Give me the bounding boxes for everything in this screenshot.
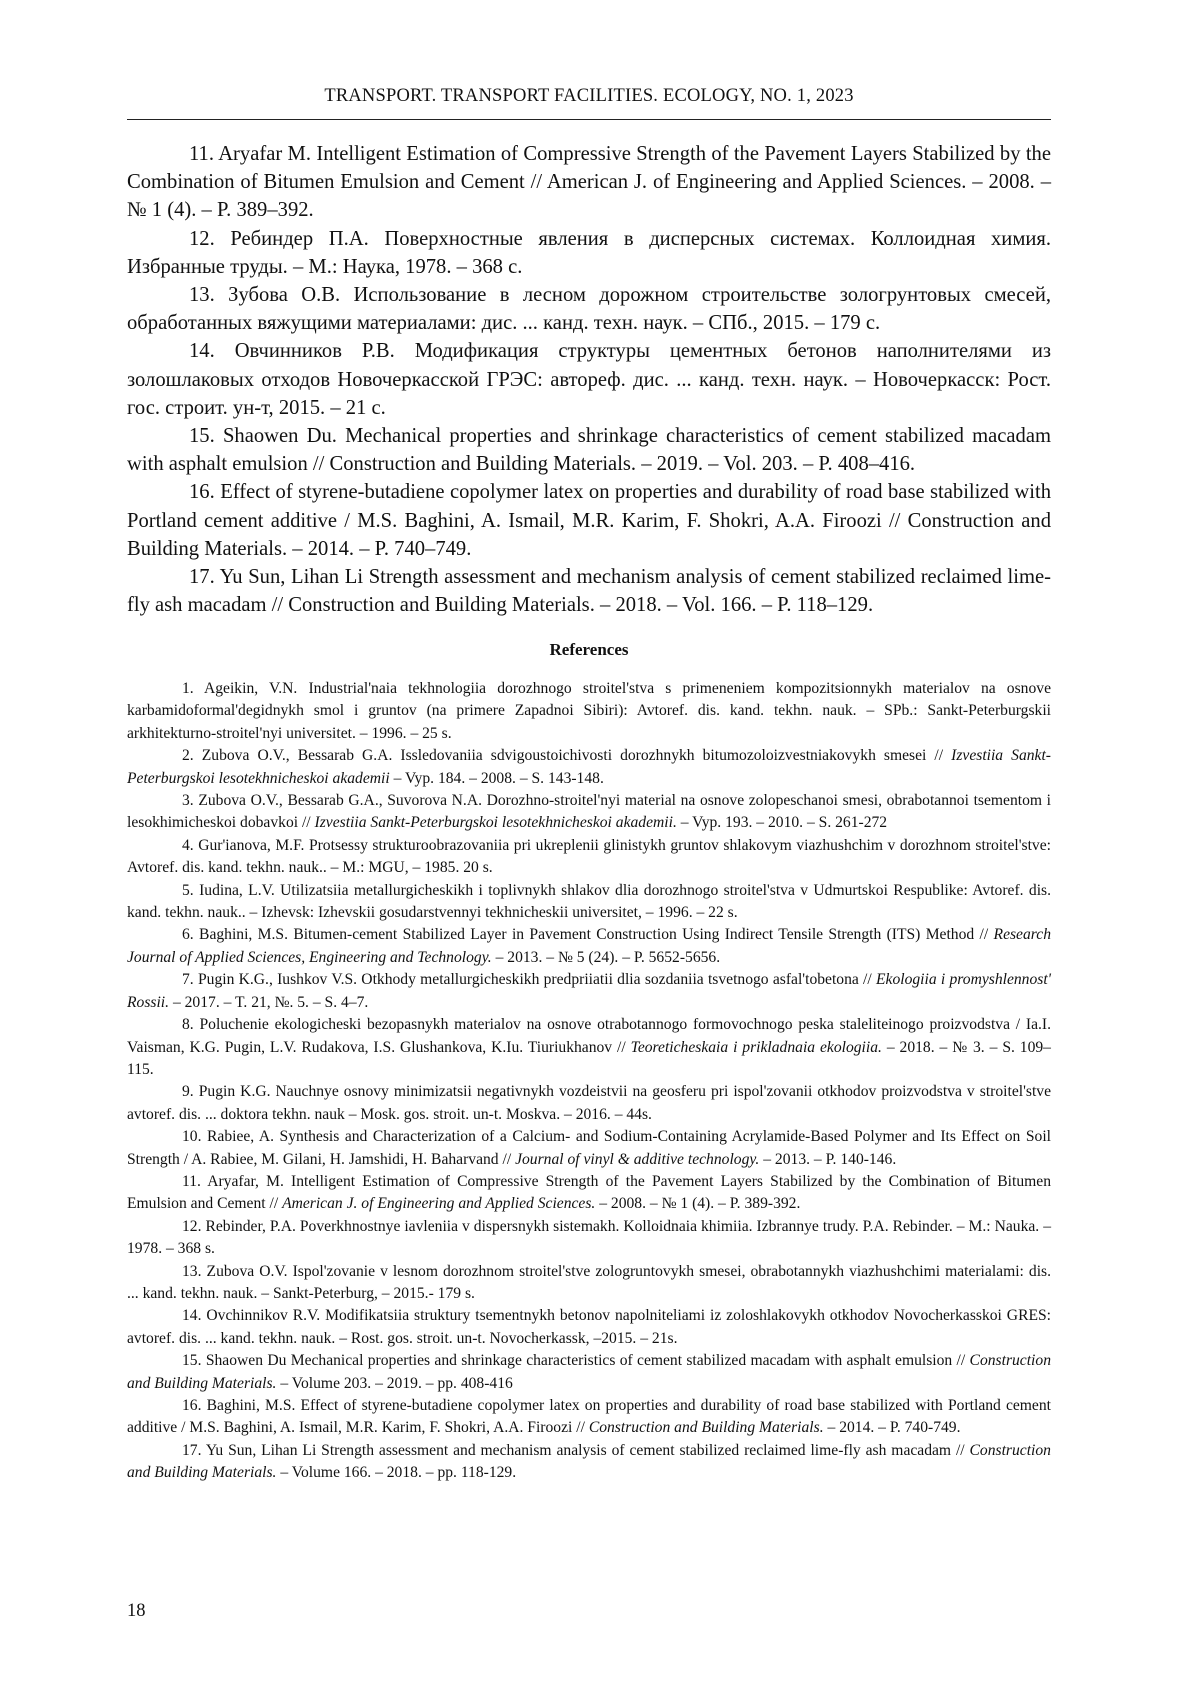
running-header: TRANSPORT. TRANSPORT FACILITIES. ECOLOGY, NO. 1, 2023 (127, 86, 1051, 107)
ref-number: 17. (182, 1442, 202, 1459)
ref-number: 9. (182, 1083, 194, 1100)
header-rule (127, 119, 1051, 120)
reference-entry (127, 1216, 1051, 1261)
ref-number: 2. (182, 747, 194, 764)
bibliography-entry (127, 563, 1051, 619)
reference-entry (127, 1305, 1051, 1350)
ref-number: 13. (182, 1263, 202, 1280)
entry-number: 17. (189, 566, 215, 588)
page-number: 18 (127, 1601, 146, 1622)
ref-text: Zubova O.V., Bessarab G.A. Issledovaniia sdvigoustoichivosti dorozhnykh bitumozoloizvestniakovykh smesei // (202, 747, 943, 764)
ref-journal: Research Journal of Applied Sciences, Engineering and Technology. (127, 926, 1051, 965)
ref-text: Ovchinnikov R.V. Modifikatsiia struktury tsementnykh betonov napolniteliami iz zoloshlakovykh otkhodov Novocherkasskoi GRES: avtoref. dis. ... kand. tekhn. nauk. – Rost. gos. stroit. un-t. Novocherkassk, –2015. – 21s. (127, 1307, 1051, 1346)
entry-number: 14. (189, 340, 215, 362)
ref-text: Pugin K.G. Nauchnye osnovy minimizatsii negativnykh vozdeistvii na geosferu pri ispol'zovanii otkhodov proizvodstva v stroitel'stve avtoref. dis. ... doktora tekhn. nauk – Mosk. gos. stroit. un-t. Moskva. – 2016. – 44s. (127, 1083, 1051, 1122)
ref-number: 11. (182, 1173, 201, 1190)
ref-details: – Volume 166. – 2018. – pp. 118-129. (280, 1464, 516, 1481)
ref-number: 15. (182, 1352, 202, 1369)
entry-number: 11. (189, 143, 214, 165)
ref-text: Yu Sun, Lihan Li Strength assessment and mechanism analysis of cement stabilized reclaimed lime-fly ash macadam // (206, 1442, 965, 1459)
ref-number: 5. (182, 882, 194, 899)
bibliography-entry (127, 478, 1051, 563)
ref-details: – Vyp. 193. – 2010. – S. 261-272 (681, 814, 887, 831)
bibliography-entry (127, 422, 1051, 478)
reference-entry (127, 969, 1051, 1014)
ref-text: Pugin K.G., Iushkov V.S. Otkhody metallurgicheskikh predpriiatii dlia sozdaniia tsvetnogo asfal'tobetona // (198, 971, 872, 988)
entry-number: 16. (189, 481, 215, 503)
ref-text: Baghini, M.S. Bitumen-cement Stabilized Layer in Pavement Construction Using Indirect Tensile Strength (ITS) Method // (199, 926, 988, 943)
reference-entry (127, 924, 1051, 969)
reference-entry (127, 1261, 1051, 1306)
bibliography-entry (127, 281, 1051, 337)
ref-journal: Izvestiia Sankt-Peterburgskoi lesotekhnicheskoi akademii (127, 747, 1051, 786)
ref-details: – 2013. – № 5 (24). – P. 5652-5656. (496, 949, 721, 966)
entry-text: Aryafar M. Intelligent Estimation of Compressive Strength of the Pavement Layers Stabilized by the Combination of Bitumen Emulsion and Cement // American J. of Engineering and Applied Sciences. – 2008. – № 1 (4). – P. 389–392. (127, 143, 1051, 221)
reference-entry (127, 1350, 1051, 1395)
ref-details: – Vyp. 184. – 2008. – S. 143-148. (394, 770, 604, 787)
ref-text: Gur'ianova, M.F. Protsessy strukturoobrazovaniia pri ukreplenii glinistykh gruntov shlakovym viazhushchim v dorozhnom stroitel'stve: Avtoref. dis. kand. tekhn. nauk.. – M.: MGU, – 1985. 20 s. (127, 837, 1051, 876)
ref-number: 16. (182, 1397, 202, 1414)
entry-text: Yu Sun, Lihan Li Strength assessment and mechanism analysis of cement stabilized reclaimed lime-fly ash macadam // Construction and Building Materials. – 2018. – Vol. 166. – P. 118–129. (127, 566, 1051, 616)
ref-number: 4. (182, 837, 194, 854)
ref-number: 7. (182, 971, 194, 988)
ref-text: Iudina, L.V. Utilizatsiia metallurgicheskikh i toplivnykh shlakov dlia dorozhnogo stroitel'stva v Udmurtskoi Respublike: Avtoref. dis. kand. tekhn. nauk.. – Izhevsk: Izhevskii gosudarstvennyi tekhnicheskii universitet, – 1996. – 22 s. (127, 882, 1051, 921)
ref-details: – 2018. – № 3. – S. 109–115. (127, 1039, 1051, 1078)
ref-journal: Izvestiia Sankt-Peterburgskoi lesotekhnicheskoi akademii. (315, 814, 677, 831)
entry-number: 12. (189, 228, 215, 250)
entry-text: Овчинников Р.В. Модификация структуры цементных бетонов наполнителями из золошлаковых отходов Новочеркасской ГРЭС: автореф. дис. ... канд. техн. наук. – Новочеркасск: Рост. гос. строит. ун-т, 2015. – 21 с. (127, 340, 1051, 418)
ref-journal: Construction and Building Materials. (127, 1442, 1051, 1481)
reference-entry (127, 790, 1051, 835)
ref-text: Shaowen Du Mechanical properties and shrinkage characteristics of cement stabilized macadam with asphalt emulsion // (206, 1352, 965, 1369)
ref-details: – 2008. – № 1 (4). – P. 389-392. (599, 1195, 800, 1212)
reference-entry (127, 835, 1051, 880)
ref-number: 10. (182, 1128, 202, 1145)
reference-entry (127, 1014, 1051, 1081)
ref-text: Poluchenie ekologicheski bezopasnykh materialov na osnove otrabotannogo formovochnogo peska staleliteinogo proizvodstva / Ia.I. Vaisman, K.G. Pugin, L.V. Rudakova, I.S. Glushankova, K.Iu. Tiuriukhanov // (127, 1016, 1051, 1055)
reference-entry (127, 1440, 1051, 1485)
ref-number: 6. (182, 926, 194, 943)
bibliography-entry (127, 337, 1051, 422)
ref-details: – 2013. – P. 140-146. (763, 1151, 896, 1168)
ref-text: Ageikin, V.N. Industrial'naia tekhnologiia dorozhnogo stroitel'stva s primeneniem kompozitsionnykh materialov na osnove karbamidoformal'degidnykh smol i gruntov (na primere Zapadnoi Sibiri): Avtoref. dis. kand. tekhn. nauk. – SPb.: Sankt-Peterburgskii arkhitekturno-stroitel'nyi universitet. – 1996. – 25 s. (127, 680, 1051, 742)
ref-number: 1. (182, 680, 194, 697)
bibliography-entry (127, 140, 1051, 225)
entry-text: Зубова О.В. Использование в лесном дорожном строительстве зологрунтовых смесей, обработанных вяжущими материалами: дис. ... канд. техн. наук. – СПб., 2015. – 179 с. (127, 284, 1051, 334)
entry-number: 13. (189, 284, 215, 306)
ref-journal: Ekologiia i promyshlennost' Rossii. (127, 971, 1051, 1010)
reference-entry (127, 880, 1051, 925)
ref-journal: Construction and Building Materials. (589, 1419, 824, 1436)
ref-text: Rabiee, A. Synthesis and Characterization of a Calcium- and Sodium-Containing Acrylamide-Based Polymer and Its Effect on Soil Strength / A. Rabiee, M. Gilani, H. Jamshidi, H. Baharvand // (127, 1128, 1051, 1167)
references-list (127, 678, 1051, 1485)
entry-number: 15. (189, 425, 215, 447)
ref-text: Zubova O.V. Ispol'zovanie v lesnom dorozhnom stroitel'stve zologruntovykh smesei, obrabotannykh viazhushchimi materialami: dis. ... kand. tekhn. nauk. – Sankt-Peterburg, – 2015.- 179 s. (127, 1263, 1051, 1302)
entry-text: Shaowen Du. Mechanical properties and shrinkage characteristics of cement stabilized macadam with asphalt emulsion // Construction and Building Materials. – 2019. – Vol. 203. – P. 408–416. (127, 425, 1051, 475)
entry-text: Ребиндер П.А. Поверхностные явления в дисперсных системах. Коллоидная химия. Избранные труды. – М.: Наука, 1978. – 368 с. (127, 228, 1051, 278)
ref-journal: Construction and Building Materials. (127, 1352, 1051, 1391)
ref-journal: Teoreticheskaia i prikladnaia ekologiia. (631, 1039, 882, 1056)
reference-entry (127, 1171, 1051, 1216)
reference-entry (127, 745, 1051, 790)
ref-text: Zubova O.V., Bessarab G.A., Suvorova N.A. Dorozhno-stroitel'nyi material na osnove zolopeschanoi smesi, obrabotannoi tsementom i lesokhimicheskoi dobavkoi // (127, 792, 1051, 831)
ref-journal: American J. of Engineering and Applied Sciences. (282, 1195, 595, 1212)
ref-number: 8. (182, 1016, 194, 1033)
ref-number: 3. (182, 792, 194, 809)
ref-number: 12. (182, 1218, 202, 1235)
references-heading: References (127, 640, 1051, 660)
ref-details: – 2014. – P. 740-749. (828, 1419, 961, 1436)
bibliography-continued (127, 140, 1051, 619)
reference-entry (127, 678, 1051, 745)
entry-text: Effect of styrene-butadiene copolymer latex on properties and durability of road base stabilized with Portland cement additive / M.S. Baghini, A. Ismail, M.R. Karim, F. Shokri, A.A. Firoozi // Construction and Building Materials. – 2014. – P. 740–749. (127, 481, 1051, 559)
bibliography-entry (127, 225, 1051, 281)
ref-details: – Volume 203. – 2019. – pp. 408-416 (280, 1375, 512, 1392)
reference-entry (127, 1126, 1051, 1171)
ref-text: Aryafar, M. Intelligent Estimation of Compressive Strength of the Pavement Layers Stabilized by the Combination of Bitumen Emulsion and Cement // (127, 1173, 1051, 1212)
ref-details: – 2017. – T. 21, №. 5. – S. 4–7. (173, 994, 368, 1011)
reference-entry (127, 1395, 1051, 1440)
reference-entry (127, 1081, 1051, 1126)
ref-journal: Journal of vinyl & additive technology. (515, 1151, 759, 1168)
ref-text: Rebinder, P.A. Poverkhnostnye iavleniia v dispersnykh sistemakh. Kolloidnaia khimiia. Izbrannye trudy. P.A. Rebinder. – M.: Nauka. – 1978. – 368 s. (127, 1218, 1051, 1257)
ref-text: Baghini, M.S. Effect of styrene-butadiene copolymer latex on properties and durability of road base stabilized with Portland cement additive / M.S. Baghini, A. Ismail, M.R. Karim, F. Shokri, A.A. Firoozi // (127, 1397, 1051, 1436)
ref-number: 14. (182, 1307, 202, 1324)
